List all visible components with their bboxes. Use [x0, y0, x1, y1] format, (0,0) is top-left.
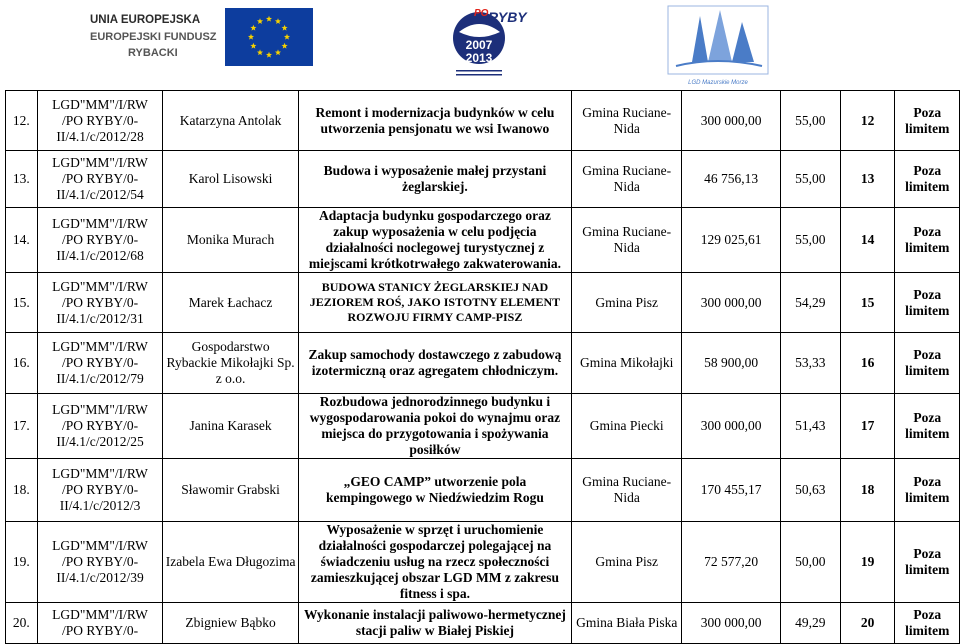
lgd-mazurskie-morze-logo: [662, 2, 772, 88]
application-signature-sig2: /PO RYBY/0-: [61, 171, 139, 186]
applicant-name: [163, 151, 299, 208]
row-number: [6, 522, 38, 603]
row-number-no: 14.: [12, 232, 30, 247]
requested-amount: [682, 394, 780, 459]
row-number-no: 20.: [12, 615, 30, 630]
application-signature-sig1: LGD"MM"/I/RW: [52, 96, 148, 112]
header-logos: [0, 0, 960, 88]
score-percent-pct: 55,00: [795, 112, 826, 128]
score-percent: [780, 459, 840, 522]
application-signature-sig1: LGD"MM"/I/RW: [52, 402, 148, 417]
project-title: [298, 91, 571, 151]
score-percent-pct: 55,00: [795, 171, 826, 186]
row-number: [6, 459, 38, 522]
applicant-name-name: Marek Łachacz: [188, 294, 273, 310]
row-number-no: 16.: [12, 355, 30, 370]
municipality: [572, 603, 682, 644]
eu-fund-text: [78, 8, 218, 68]
eu-flag-icon: [225, 8, 313, 66]
municipality-gmina: Gmina Ruciane-Nida: [582, 104, 672, 136]
application-signature: [37, 522, 163, 603]
application-signature-sig3: II/4.1/c/2012/28: [56, 128, 144, 144]
application-signature: [37, 273, 163, 333]
application-signature-sig1: LGD"MM"/I/RW: [52, 278, 148, 294]
row-number-no: 12.: [12, 112, 30, 128]
applicant-name: [163, 91, 299, 151]
row-number-no: 18.: [12, 482, 30, 497]
rank-position-score: 13: [860, 171, 875, 186]
municipality: [572, 273, 682, 333]
municipality-gmina: Gmina Ruciane-Nida: [582, 224, 672, 255]
applicant-name-name: Sławomir Grabski: [181, 482, 280, 497]
requested-amount-amount: 170 455,17: [700, 482, 762, 497]
requested-amount: [682, 208, 780, 273]
score-percent: [780, 91, 840, 151]
municipality: [572, 333, 682, 394]
application-signature-sig3: II/4.1/c/2012/54: [56, 187, 144, 202]
score-percent-pct: 50,00: [795, 554, 826, 569]
row-number: [6, 91, 38, 151]
score-percent: [780, 273, 840, 333]
eu-line-2: EUROPEJSKI FUNDUSZ: [90, 31, 217, 43]
score-percent: [780, 394, 840, 459]
rank-position-score: 17: [860, 418, 875, 433]
rank-position-score: 19: [860, 554, 875, 569]
rank-position: [840, 394, 895, 459]
requested-amount-amount: 129 025,61: [700, 232, 762, 247]
status-label-status: Poza limitem: [905, 347, 950, 378]
status-label-status: Poza limitem: [905, 607, 950, 638]
applicant-name-name: Monika Murach: [186, 232, 275, 247]
municipality-gmina: Gmina Piecki: [589, 418, 664, 433]
applicant-name: [163, 603, 299, 644]
applicant-name-name: Janina Karasek: [189, 418, 272, 433]
municipality-gmina: Gmina Pisz: [595, 554, 659, 569]
status-label: [895, 522, 960, 603]
table-row: [6, 91, 960, 151]
applicant-name: [163, 208, 299, 273]
requested-amount: [682, 459, 780, 522]
application-signature: [37, 603, 163, 644]
status-label: [895, 459, 960, 522]
applicant-name-name: Zbigniew Bąbko: [185, 615, 276, 630]
application-signature-sig2: /PO RYBY/0-: [61, 482, 139, 497]
lgd-caption: LGD Mazurskie Morze: [688, 80, 748, 86]
requested-amount-amount: 300 000,00: [700, 615, 762, 630]
po-ryby-logo: [404, 2, 554, 88]
application-signature-sig1: LGD"MM"/I/RW: [52, 216, 148, 231]
status-label: [895, 208, 960, 273]
application-signature-sig2: /PO RYBY/0-: [61, 623, 139, 638]
requested-amount-amount: 72 577,20: [704, 554, 759, 569]
row-number: [6, 273, 38, 333]
score-percent: [780, 603, 840, 644]
score-percent-pct: 53,33: [795, 355, 826, 370]
applications-table: [5, 90, 960, 644]
rank-position-score: 20: [860, 615, 875, 630]
application-signature-sig1: LGD"MM"/I/RW: [52, 466, 148, 481]
application-signature-sig3: II/4.1/c/2012/79: [56, 371, 144, 386]
row-number-no: 13.: [12, 171, 30, 186]
requested-amount: [682, 603, 780, 644]
application-signature: [37, 333, 163, 394]
application-signature-sig2: /PO RYBY/0-: [61, 294, 139, 310]
municipality: [572, 151, 682, 208]
rank-position: [840, 459, 895, 522]
eu-line-1: UNIA EUROPEJSKA: [90, 14, 201, 26]
municipality-gmina: Gmina Ruciane-Nida: [582, 474, 672, 505]
table-row: [6, 333, 960, 394]
status-label: [895, 273, 960, 333]
applicant-name: [163, 273, 299, 333]
score-percent: [780, 151, 840, 208]
project-title-scope: Remont i modernizacja budynków w celu utworzenia pensjonatu we wsi Iwanowo: [315, 104, 555, 136]
row-number: [6, 208, 38, 273]
row-number-no: 19.: [12, 554, 30, 569]
score-percent: [780, 333, 840, 394]
rank-position: [840, 273, 895, 333]
applicant-name-name: Karol Lisowski: [188, 171, 273, 186]
municipality: [572, 91, 682, 151]
project-title: [298, 273, 571, 333]
requested-amount: [682, 91, 780, 151]
score-percent-pct: 55,00: [795, 232, 826, 247]
requested-amount: [682, 151, 780, 208]
rank-position: [840, 603, 895, 644]
table-row: [6, 603, 960, 644]
rank-position: [840, 91, 895, 151]
project-title: [298, 603, 571, 644]
po-ryby-year-bottom: 2013: [465, 51, 493, 65]
eu-fund-logo: [78, 8, 313, 68]
row-number: [6, 394, 38, 459]
po-ryby-year-top: 2007: [465, 38, 493, 52]
status-label-status: Poza limitem: [905, 474, 950, 505]
applicant-name-name: Gospodarstwo Rybackie Mikołajki Sp. z o.o.: [166, 339, 295, 386]
municipality: [572, 459, 682, 522]
application-signature: [37, 394, 163, 459]
application-signature-sig2: /PO RYBY/0-: [61, 232, 139, 247]
applicant-name: [163, 522, 299, 603]
municipality: [572, 208, 682, 273]
table-row: [6, 208, 960, 273]
status-label-status: Poza limitem: [905, 104, 950, 136]
rank-position: [840, 208, 895, 273]
rank-position: [840, 151, 895, 208]
requested-amount: [682, 333, 780, 394]
score-percent: [780, 522, 840, 603]
requested-amount-amount: 300 000,00: [700, 294, 762, 310]
eu-line-3: RYBACKI: [128, 47, 178, 59]
application-signature-sig2: /PO RYBY/0-: [61, 418, 139, 433]
applicant-name: [163, 394, 299, 459]
project-title: [298, 459, 571, 522]
municipality-gmina: Gmina Mikołajki: [580, 355, 674, 370]
requested-amount-amount: 58 900,00: [704, 355, 759, 370]
requested-amount: [682, 273, 780, 333]
rank-position-score: 15: [860, 294, 875, 310]
rank-position-score: 14: [860, 232, 875, 247]
score-percent: [780, 208, 840, 273]
row-number: [6, 151, 38, 208]
row-number-no: 15.: [12, 294, 30, 310]
application-signature-sig2: /PO RYBY/0-: [61, 112, 139, 128]
status-label-status: Poza limitem: [905, 546, 950, 577]
municipality: [572, 394, 682, 459]
status-label: [895, 333, 960, 394]
status-label-status: Poza limitem: [905, 163, 950, 194]
requested-amount: [682, 522, 780, 603]
status-label: [895, 91, 960, 151]
project-title-scope: Wykonanie instalacji paliwowo-hermetycznej stacji paliw w Białej Piskiej: [303, 607, 566, 638]
status-label: [895, 151, 960, 208]
score-percent-pct: 50,63: [795, 482, 826, 497]
municipality: [572, 522, 682, 603]
po-ryby-prefix: PO: [474, 8, 489, 19]
project-title-scope: Adaptacja budynku gospodarczego oraz zakup wyposażenia w celu podjęcia działalności noclegowej turystycznej z miejscami krótkotrwałego zakwaterowania.: [308, 208, 561, 271]
application-signature-sig3: II/4.1/c/2012/31: [56, 310, 144, 326]
row-number: [6, 333, 38, 394]
application-signature-sig3: II/4.1/c/2012/3: [59, 498, 141, 513]
applicant-name-name: Katarzyna Antolak: [179, 112, 282, 128]
application-signature: [37, 151, 163, 208]
application-signature-sig1: LGD"MM"/I/RW: [52, 339, 148, 354]
municipality-gmina: Gmina Biała Piska: [576, 615, 678, 630]
rank-position: [840, 333, 895, 394]
applicant-name: [163, 333, 299, 394]
score-percent-pct: 54,29: [795, 294, 826, 310]
application-signature-sig2: /PO RYBY/0-: [61, 355, 139, 370]
application-signature: [37, 459, 163, 522]
requested-amount-amount: 46 756,13: [704, 171, 759, 186]
table-row: [6, 522, 960, 603]
status-label: [895, 603, 960, 644]
rank-position-score: 18: [860, 482, 875, 497]
rank-position-score: 16: [860, 355, 875, 370]
application-signature: [37, 208, 163, 273]
project-title-scope: Zakup samochody dostawczego z zabudową izotermiczną oraz agregatem chłodniczym.: [308, 347, 562, 378]
table-row: [6, 459, 960, 522]
row-number-no: 17.: [12, 418, 30, 433]
status-label-status: Poza limitem: [905, 224, 950, 255]
po-ryby-brand: RYBY: [488, 9, 527, 25]
project-title-scope: Budowa i wyposażenie małej przystani żeglarskiej.: [323, 163, 547, 194]
project-title: [298, 151, 571, 208]
status-label: [895, 394, 960, 459]
score-percent-pct: 51,43: [795, 418, 826, 433]
application-signature-sig3: II/4.1/c/2012/39: [56, 570, 144, 585]
application-signature-sig1: LGD"MM"/I/RW: [52, 538, 148, 553]
project-title-scope: BUDOWA STANICY ŻEGLARSKIEJ NAD JEZIOREM ROŚ, JAKO ISTOTNY ELEMENT ROZWOJU FIRMY CAMP-PISZ: [309, 280, 561, 324]
application-signature-sig2: /PO RYBY/0-: [61, 554, 139, 569]
rank-position-score: 12: [860, 112, 875, 128]
table-row: [6, 151, 960, 208]
table-row: [6, 273, 960, 333]
municipality-gmina: Gmina Pisz: [595, 294, 659, 310]
project-title-scope: Wyposażenie w sprzęt i uruchomienie działalności gospodarczej polegającej na świadczeniu usług na rzecz społeczności zamieszkującej obszar LGD MM z zakresu fitness i spa.: [310, 522, 559, 601]
table-row: [6, 394, 960, 459]
row-number: [6, 603, 38, 644]
requested-amount-amount: 300 000,00: [700, 418, 762, 433]
project-title: [298, 333, 571, 394]
application-signature-sig3: II/4.1/c/2012/25: [56, 434, 144, 449]
score-percent-pct: 49,29: [795, 615, 826, 630]
application-signature: [37, 91, 163, 151]
municipality-gmina: Gmina Ruciane-Nida: [582, 163, 672, 194]
status-label-status: Poza limitem: [905, 410, 950, 441]
applicant-name-name: Izabela Ewa Długozima: [165, 554, 296, 569]
project-title-scope: Rozbudowa jednorodzinnego budynku i wygospodarowania pokoi do wynajmu oraz miejsca do przygotowania i spożywania posiłków: [309, 394, 561, 457]
project-title: [298, 208, 571, 273]
project-title: [298, 522, 571, 603]
table-body: [6, 91, 960, 644]
project-title: [298, 394, 571, 459]
applicant-name: [163, 459, 299, 522]
application-signature-sig3: II/4.1/c/2012/68: [56, 248, 144, 263]
rank-position: [840, 522, 895, 603]
application-signature-sig1: LGD"MM"/I/RW: [52, 155, 148, 170]
status-label-status: Poza limitem: [905, 286, 950, 318]
project-title-scope: „GEO CAMP” utworzenie pola kempingowego w Niedźwiedzim Rogu: [326, 474, 544, 505]
requested-amount-amount: 300 000,00: [700, 112, 762, 128]
application-signature-sig1: LGD"MM"/I/RW: [52, 607, 148, 622]
